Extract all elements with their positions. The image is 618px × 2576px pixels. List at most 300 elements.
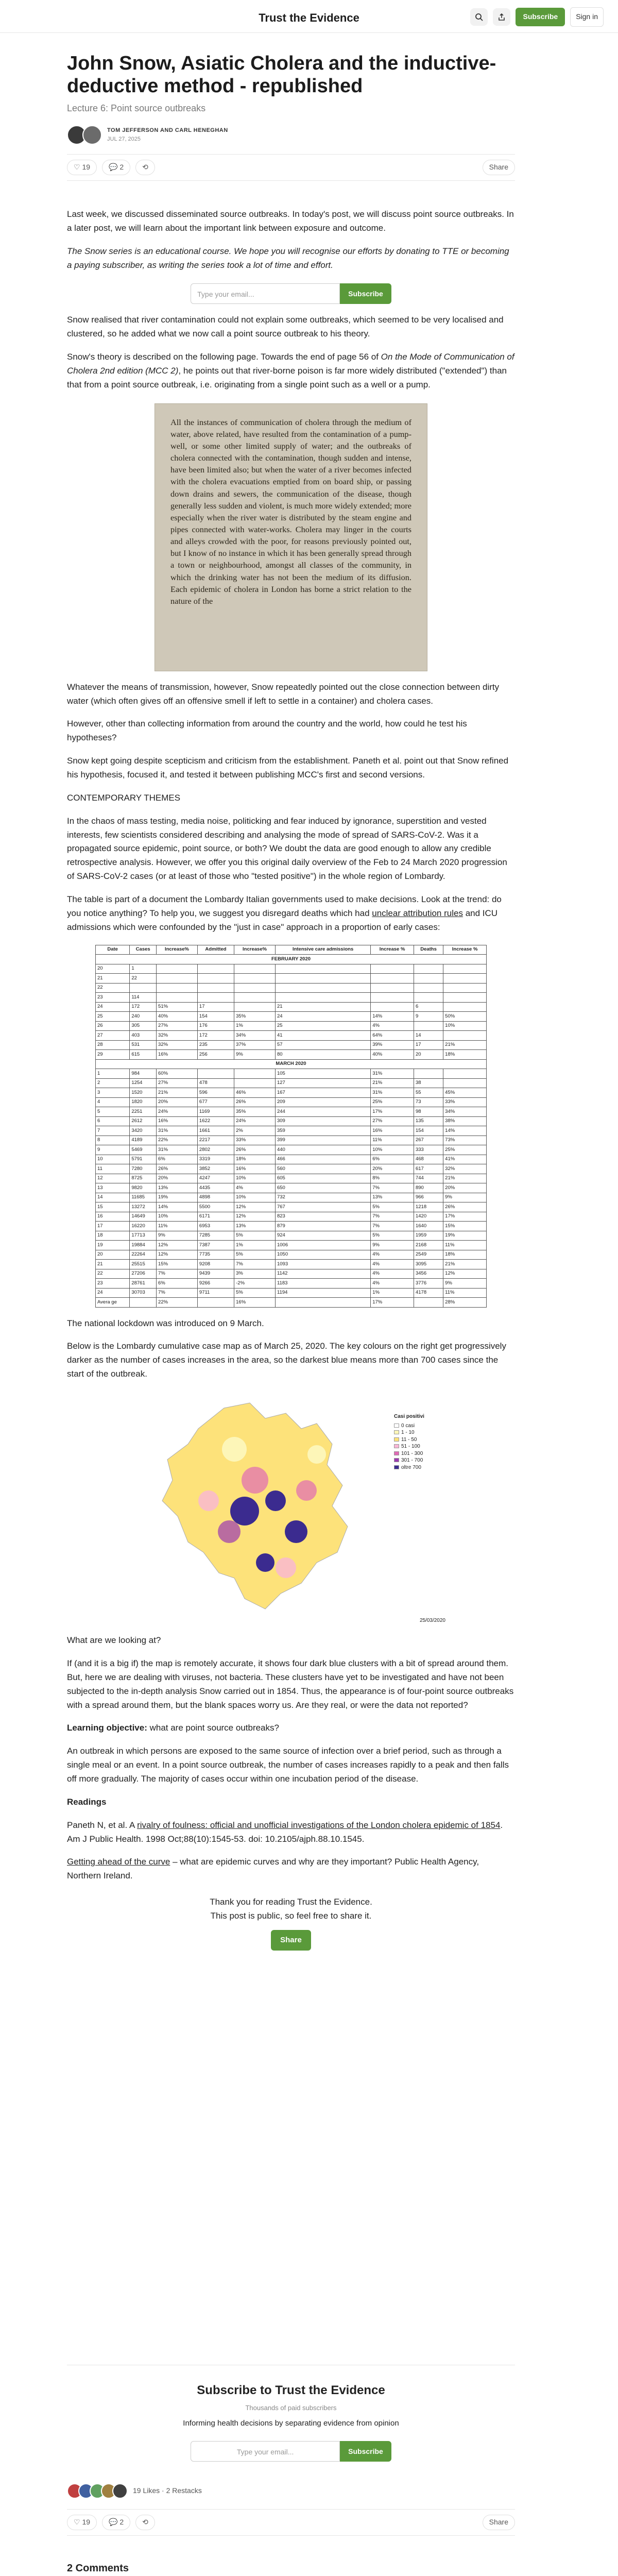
paragraph: Snow's theory is described on the following page. Towards the end of page 56 of On the Mode of Communication of Cholera 2nd edition (MCC 2), he points out that river-borne poison is far more widely distributed ("extended") than that from a point source outbreak, i.e. originating from a single point such as a well or a pump.: [67, 352, 514, 389]
email-input[interactable]: Type your email...: [191, 2441, 340, 2462]
comment-button[interactable]: 💬 2: [102, 2515, 130, 2530]
table-row: [96, 1088, 487, 1098]
table-cell: 24: [275, 1012, 370, 1022]
share-post-button[interactable]: Share: [271, 1930, 311, 1950]
table-cell: 1%: [234, 1241, 276, 1250]
table-cell: 6%: [371, 1155, 414, 1164]
table-row: [96, 993, 487, 1003]
table-cell: [443, 964, 487, 974]
table-cell: 11%: [371, 1136, 414, 1145]
table-row: [96, 1116, 487, 1126]
table-cell: 1093: [275, 1260, 370, 1269]
table-cell: 1254: [130, 1078, 157, 1088]
table-cell: 55: [414, 1088, 443, 1098]
table-header-cell: Increase%: [157, 945, 198, 955]
table-cell: 1420: [414, 1212, 443, 1222]
publication-name[interactable]: Trust the Evidence: [259, 11, 359, 24]
like-button[interactable]: ♡ 19: [67, 160, 97, 175]
table-cell: 267: [414, 1136, 443, 1145]
table-cell: 19%: [443, 1231, 487, 1241]
table-cell: 22: [130, 974, 157, 984]
table-cell: 135: [414, 1116, 443, 1126]
table-cell: 22%: [157, 1136, 198, 1145]
table-cell: [197, 974, 234, 984]
share-button[interactable]: Share: [483, 160, 515, 175]
table-row: [96, 1279, 487, 1289]
map-legend: [394, 1413, 445, 1471]
table-cell: 31%: [371, 1088, 414, 1098]
table-row: [96, 1097, 487, 1107]
likes-summary[interactable]: 19 Likes · 2 Restacks: [133, 2486, 202, 2495]
table-cell: 14%: [371, 1012, 414, 1022]
subscriber-count: Thousands of paid subscribers: [245, 2404, 337, 2412]
table-cell: 11%: [443, 1241, 487, 1250]
table-cell: 16%: [157, 1050, 198, 1060]
table-cell: 20%: [157, 1097, 198, 1107]
table-cell: 305: [130, 1021, 157, 1031]
table-cell: 4178: [414, 1288, 443, 1298]
table-cell: 114: [130, 993, 157, 1003]
table-cell: 6: [96, 1116, 130, 1126]
table-cell: 9%: [234, 1050, 276, 1060]
table-cell: 235: [197, 1040, 234, 1050]
table-cell: 1640: [414, 1222, 443, 1231]
table-cell: 35%: [234, 1012, 276, 1022]
table-cell: 14%: [443, 1126, 487, 1136]
table-cell: 12: [96, 1174, 130, 1183]
table-cell: [414, 1298, 443, 1308]
table-cell: 3319: [197, 1155, 234, 1164]
table-cell: [234, 1069, 276, 1079]
table-cell: 127: [275, 1078, 370, 1088]
table-cell: 6%: [157, 1279, 198, 1289]
section-heading: CONTEMPORARY THEMES: [67, 792, 181, 803]
table-cell: 732: [275, 1193, 370, 1202]
table-cell: [414, 964, 443, 974]
table-row: [96, 1298, 487, 1308]
table-row: [96, 1031, 487, 1041]
comments-heading: 2 Comments: [67, 2561, 515, 2576]
table-cell: [130, 983, 157, 993]
table-row: [96, 1260, 487, 1269]
paragraph-italic: The Snow series is an educational course. We hope you will recognise our efforts by donating to TTE or becoming a paying subscriber, as writing the series took a lot of time and effort.: [67, 246, 509, 270]
table-cell: [371, 983, 414, 993]
table-cell: [130, 1298, 157, 1308]
table-cell: 16%: [371, 1126, 414, 1136]
reading-link[interactable]: Getting ahead of the curve: [67, 1857, 170, 1867]
legend-item: 301 - 700: [394, 1457, 445, 1464]
table-cell: 17%: [371, 1298, 414, 1308]
search-icon[interactable]: [470, 8, 488, 26]
table-cell: 984: [130, 1069, 157, 1079]
table-cell: 176: [197, 1021, 234, 1031]
table-row: [96, 1250, 487, 1260]
table-cell: 10%: [157, 1212, 198, 1222]
table-cell: 615: [130, 1050, 157, 1060]
legend-item: 0 casi: [394, 1422, 445, 1430]
paragraph: Snow realised that river contamination could not explain some outbreaks, which seemed to be very localised and clustered, so he added what we now call a point source outbreak to his theory.: [67, 315, 504, 339]
table-cell: 24%: [234, 1116, 276, 1126]
table-cell: [197, 993, 234, 1003]
table-cell: [275, 964, 370, 974]
table-cell: 20: [96, 964, 130, 974]
table-cell: [234, 1002, 276, 1012]
table-cell: [275, 993, 370, 1003]
author-names[interactable]: TOM JEFFERSON AND CARL HENEGHAN: [107, 127, 228, 134]
table-cell: 10%: [371, 1145, 414, 1155]
table-cell: 25: [275, 1021, 370, 1031]
table-cell: 31%: [157, 1126, 198, 1136]
table-row: [96, 1222, 487, 1231]
table-cell: 5469: [130, 1145, 157, 1155]
table-cell: 22264: [130, 1250, 157, 1260]
table-row: [96, 1193, 487, 1202]
share-button[interactable]: Share: [483, 2515, 515, 2530]
table-cell: 26%: [234, 1097, 276, 1107]
subscribe-button[interactable]: Subscribe: [516, 8, 565, 26]
lombardy-cases-table: [95, 945, 487, 1308]
table-cell: 46%: [234, 1088, 276, 1098]
table-cell: 16%: [234, 1298, 276, 1308]
table-cell: 21%: [443, 1174, 487, 1183]
table-header-cell: Increase %: [443, 945, 487, 955]
table-cell: 4898: [197, 1193, 234, 1202]
table-cell: 3095: [414, 1260, 443, 1269]
table-cell: 24: [96, 1288, 130, 1298]
table-cell: 12%: [157, 1241, 198, 1250]
table-cell: 5%: [234, 1288, 276, 1298]
table-cell: 924: [275, 1231, 370, 1241]
table-cell: 12%: [234, 1202, 276, 1212]
table-cell: 17%: [443, 1212, 487, 1222]
table-cell: 41%: [443, 1155, 487, 1164]
table-cell: 10: [96, 1155, 130, 1164]
table-cell: [371, 974, 414, 984]
table-cell: 4%: [371, 1269, 414, 1279]
table-cell: [414, 983, 443, 993]
table-cell: 6953: [197, 1222, 234, 1231]
table-header-cell: Date: [96, 945, 130, 955]
table-cell: 966: [414, 1193, 443, 1202]
table-cell: 45%: [443, 1088, 487, 1098]
table-cell: 6: [414, 1002, 443, 1012]
table-cell: [275, 1298, 370, 1308]
table-cell: [197, 1298, 234, 1308]
table-cell: 7%: [157, 1288, 198, 1298]
table-cell: 13%: [371, 1193, 414, 1202]
table-cell: 11685: [130, 1193, 157, 1202]
table-row: [96, 1145, 487, 1155]
table-cell: 1169: [197, 1107, 234, 1117]
table-cell: [197, 964, 234, 974]
paragraph: The table is part of a document the Lombardy Italian governments used to make decisions. Look at the trend: do you notice anything? To help you, we suggest you disregard deaths which had unclear attribution rules and ICU admissions which were confounded by the "just in case" approach in a proportion of early cases:: [67, 894, 502, 932]
table-cell: 12%: [157, 1250, 198, 1260]
table-cell: [371, 964, 414, 974]
post-title: John Snow, Asiatic Cholera and the inductive-deductive method - republished: [67, 53, 496, 97]
table-cell: 27%: [157, 1078, 198, 1088]
table-cell: 28: [96, 1040, 130, 1050]
table-cell: 466: [275, 1155, 370, 1164]
table-cell: 1: [96, 1069, 130, 1079]
table-cell: 31%: [371, 1069, 414, 1079]
table-cell: 1194: [275, 1288, 370, 1298]
table-cell: 605: [275, 1174, 370, 1183]
table-cell: 3456: [414, 1269, 443, 1279]
table-cell: 4%: [371, 1021, 414, 1031]
table-cell: 73: [414, 1097, 443, 1107]
table-cell: 15%: [443, 1222, 487, 1231]
table-cell: 4%: [371, 1250, 414, 1260]
table-cell: 309: [275, 1116, 370, 1126]
table-cell: 37%: [234, 1040, 276, 1050]
table-cell: [157, 983, 198, 993]
table-cell: 17: [197, 1002, 234, 1012]
thanks-text: Thank you for reading Trust the Evidence.: [210, 1897, 372, 1907]
table-cell: 13272: [130, 1202, 157, 1212]
author-avatar[interactable]: [82, 125, 102, 145]
table-row: [96, 974, 487, 984]
table-cell: 478: [197, 1078, 234, 1088]
table-cell: 18%: [234, 1155, 276, 1164]
paragraph: However, other than collecting information from around the country and the world, how could he test his hypotheses?: [67, 719, 467, 743]
table-cell: 4435: [197, 1183, 234, 1193]
table-cell: 16%: [157, 1116, 198, 1126]
email-input[interactable]: Type your email...: [191, 283, 340, 304]
table-cell: 3%: [234, 1269, 276, 1279]
table-cell: 21%: [443, 1260, 487, 1269]
table-cell: [275, 974, 370, 984]
table-cell: [157, 964, 198, 974]
table-row: [96, 1021, 487, 1031]
thanks-text: This post is public, so feel free to share it.: [210, 1910, 372, 1921]
table-cell: 14%: [157, 1202, 198, 1212]
table-cell: 9: [414, 1012, 443, 1022]
table-cell: 7285: [197, 1231, 234, 1241]
table-cell: 21%: [157, 1088, 198, 1098]
table-cell: 39%: [371, 1040, 414, 1050]
table-cell: 35%: [234, 1107, 276, 1117]
table-cell: 403: [130, 1031, 157, 1041]
table-cell: 105: [275, 1069, 370, 1079]
sign-in-button[interactable]: Sign in: [570, 7, 604, 27]
table-cell: 21: [96, 1260, 130, 1269]
table-cell: [371, 993, 414, 1003]
table-cell: 172: [197, 1031, 234, 1041]
table-cell: 1218: [414, 1202, 443, 1212]
map-date: 25/03/2020: [419, 1617, 445, 1623]
table-cell: [414, 993, 443, 1003]
table-cell: 22%: [157, 1298, 198, 1308]
table-cell: 20%: [443, 1183, 487, 1193]
table-cell: 32%: [157, 1031, 198, 1041]
table-row: [96, 1012, 487, 1022]
table-row: [96, 1174, 487, 1183]
legend-item: 101 - 300: [394, 1450, 445, 1458]
month-label: MARCH 2020: [96, 1059, 487, 1069]
paragraph: Snow kept going despite scepticism and criticism from the establishment. Paneth et al. point out that Snow refined his hypothesis, focused it, and tested it between publishing MCC's first and second versions.: [67, 756, 509, 780]
month-label: FEBRUARY 2020: [96, 955, 487, 964]
table-cell: 40%: [371, 1050, 414, 1060]
table-cell: 18: [96, 1231, 130, 1241]
table-header-cell: Intensive care admissions: [275, 945, 370, 955]
table-cell: [414, 1021, 443, 1031]
map-shape: [147, 1398, 373, 1614]
legend-item: oltre 700: [394, 1464, 445, 1471]
table-row: [96, 1231, 487, 1241]
table-cell: [414, 974, 443, 984]
post-date: JUL 27, 2025: [107, 136, 141, 143]
table-cell: 5%: [371, 1231, 414, 1241]
table-cell: 1183: [275, 1279, 370, 1289]
table-cell: 17: [414, 1040, 443, 1050]
table-cell: 30703: [130, 1288, 157, 1298]
table-cell: 4189: [130, 1136, 157, 1145]
table-header-cell: Cases: [130, 945, 157, 955]
table-cell: 33%: [443, 1097, 487, 1107]
table-cell: 333: [414, 1145, 443, 1155]
table-cell: 890: [414, 1183, 443, 1193]
table-cell: 15: [96, 1202, 130, 1212]
table-cell: 596: [197, 1088, 234, 1098]
table-cell: 359: [275, 1126, 370, 1136]
subscribe-button[interactable]: Subscribe: [340, 2441, 391, 2462]
table-cell: 9: [96, 1145, 130, 1155]
legend-title: Casi positivi: [394, 1414, 424, 1420]
table-cell: 14: [96, 1193, 130, 1202]
table-cell: 9208: [197, 1260, 234, 1269]
table-cell: 5%: [234, 1231, 276, 1241]
table-cell: 4%: [371, 1279, 414, 1289]
table-cell: 4247: [197, 1174, 234, 1183]
table-cell: 22: [96, 983, 130, 993]
table-cell: 744: [414, 1174, 443, 1183]
table-cell: 2%: [234, 1126, 276, 1136]
table-cell: 13%: [157, 1183, 198, 1193]
table-cell: [234, 974, 276, 984]
table-cell: 154: [197, 1012, 234, 1022]
table-cell: 399: [275, 1136, 370, 1145]
table-cell: 5: [96, 1107, 130, 1117]
table-cell: 16220: [130, 1222, 157, 1231]
paragraph: The national lockdown was introduced on 9 March.: [67, 1318, 264, 1328]
table-cell: 256: [197, 1050, 234, 1060]
table-cell: 25%: [371, 1097, 414, 1107]
table-cell: [275, 983, 370, 993]
table-cell: 18%: [443, 1050, 487, 1060]
comment-button[interactable]: 💬 2: [102, 160, 130, 175]
table-cell: 38%: [443, 1116, 487, 1126]
table-cell: Avera ge: [96, 1298, 130, 1308]
table-cell: 3776: [414, 1279, 443, 1289]
table-cell: 154: [414, 1126, 443, 1136]
table-cell: [234, 983, 276, 993]
table-cell: 13%: [234, 1222, 276, 1231]
table-cell: 28%: [443, 1298, 487, 1308]
lombardy-case-map: [136, 1393, 445, 1624]
table-cell: [443, 993, 487, 1003]
table-cell: 6%: [157, 1155, 198, 1164]
subscribe-button[interactable]: Subscribe: [340, 283, 391, 304]
table-cell: 16%: [234, 1164, 276, 1174]
table-cell: 560: [275, 1164, 370, 1174]
table-row: [96, 1183, 487, 1193]
liker-avatars[interactable]: [67, 2483, 128, 2499]
table-cell: 41: [275, 1031, 370, 1041]
table-cell: 73%: [443, 1136, 487, 1145]
table-cell: 33%: [234, 1136, 276, 1145]
like-button[interactable]: ♡ 19: [67, 2515, 97, 2530]
table-cell: [443, 974, 487, 984]
table-cell: 60%: [157, 1069, 198, 1079]
table-row: [96, 1126, 487, 1136]
reading-link[interactable]: rivalry of foulness: official and unofficial investigations of the London cholera epidemic of 1854: [137, 1820, 501, 1830]
table-cell: 2168: [414, 1241, 443, 1250]
table-cell: 32%: [157, 1040, 198, 1050]
paragraph: What are we looking at?: [67, 1635, 161, 1646]
readings-heading: Readings: [67, 1797, 107, 1807]
table-cell: 1050: [275, 1250, 370, 1260]
table-row: [96, 1136, 487, 1145]
table-cell: 5500: [197, 1202, 234, 1212]
table-cell: 440: [275, 1145, 370, 1155]
table-cell: 531: [130, 1040, 157, 1050]
table-cell: 1661: [197, 1126, 234, 1136]
table-cell: 2217: [197, 1136, 234, 1145]
table-cell: 244: [275, 1107, 370, 1117]
table-cell: 20%: [157, 1174, 198, 1183]
paragraph: In the chaos of mass testing, media noise, politicking and fear induced by ignorance, superstition and vested interests, few scientists considered describing and analysing the mode of spread of SARS-CoV-2. Was it a propagated source epidemic, point source, or both? We doubt the data are good enough to allow any credible retrospective analysis. However, we offer you this original daily overview of the Feb to 24 March 2020 progression of SARS-CoV-2 cases (or at least of those who "tested positive") in the whole region of Lombardy.: [67, 816, 507, 882]
table-cell: [443, 983, 487, 993]
restack-button[interactable]: ⟲: [135, 160, 155, 175]
table-cell: 26%: [157, 1164, 198, 1174]
paragraph: An outbreak in which persons are exposed to the same source of infection over a brief period, such as through a single meal or an event. In a point source outbreak, the number of cases increases rapidly to a peak and then falls off more gradually. The majority of cases occur within one incubation period of the disease.: [67, 1746, 509, 1784]
table-row: [96, 1164, 487, 1174]
restack-button[interactable]: ⟲: [135, 2515, 155, 2530]
table-cell: 57: [275, 1040, 370, 1050]
table-cell: 21: [96, 974, 130, 984]
table-cell: 27%: [157, 1021, 198, 1031]
table-row: [96, 1002, 487, 1012]
table-cell: 9%: [371, 1241, 414, 1250]
table-cell: 27%: [371, 1116, 414, 1126]
table-cell: 7%: [371, 1212, 414, 1222]
table-cell: 25515: [130, 1260, 157, 1269]
table-cell: 1820: [130, 1097, 157, 1107]
table-cell: 1%: [234, 1021, 276, 1031]
table-cell: 8%: [371, 1174, 414, 1183]
table-cell: 8: [96, 1136, 130, 1145]
table-row: [96, 1040, 487, 1050]
table-cell: 2: [96, 1078, 130, 1088]
table-cell: 26%: [443, 1202, 487, 1212]
reading-item: Paneth N, et al. A rivalry of foulness: official and unofficial investigations of the London cholera epidemic of 1854. Am J Public Health. 1998 Oct;88(10):1545-53. doi: 10.2105/ajph.88.10.1545.: [67, 1820, 503, 1844]
table-cell: 17%: [371, 1107, 414, 1117]
table-cell: 4%: [371, 1260, 414, 1269]
table-cell: 22: [96, 1269, 130, 1279]
table-row: [96, 1202, 487, 1212]
table-cell: 13: [96, 1183, 130, 1193]
paragraph: Last week, we discussed disseminated source outbreaks. In today's post, we will discuss point source outbreaks. In a later post, we will learn about the important link between exposure and outcome.: [67, 209, 514, 233]
table-cell: [371, 1002, 414, 1012]
table-cell: 24%: [157, 1107, 198, 1117]
table-cell: 23: [96, 1279, 130, 1289]
table-cell: 167: [275, 1088, 370, 1098]
table-cell: 34%: [443, 1107, 487, 1117]
share-icon[interactable]: [493, 8, 510, 26]
table-cell: 1: [130, 964, 157, 974]
unclear-attribution-link[interactable]: unclear attribution rules: [372, 908, 463, 918]
table-cell: 1959: [414, 1231, 443, 1241]
